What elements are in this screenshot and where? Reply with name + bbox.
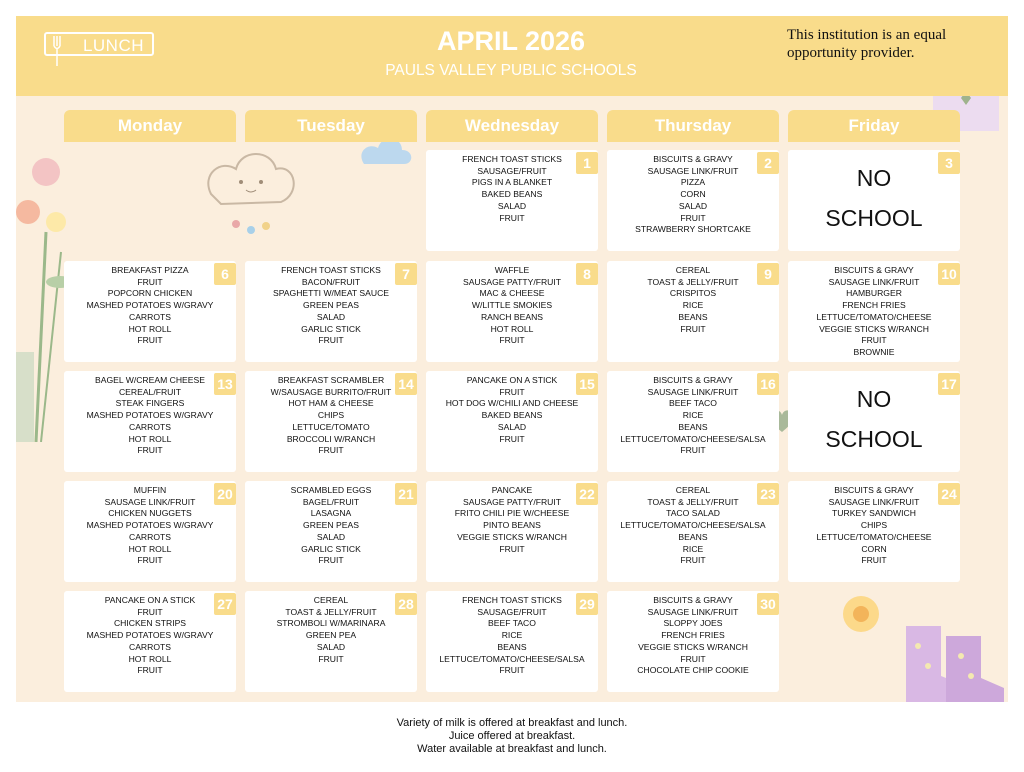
calendar-day-cell bbox=[788, 371, 960, 472]
menu-item: FRUIT bbox=[137, 665, 163, 676]
menu-item: PANCAKE ON A STICK bbox=[104, 595, 196, 605]
menu-item: STRAWBERRY SHORTCAKE bbox=[635, 224, 751, 235]
menu-item: FRUIT bbox=[137, 445, 163, 456]
menu-item: FRENCH FRIES bbox=[842, 300, 906, 311]
menu-item: FRENCH FRIES bbox=[661, 630, 725, 641]
day-number: 24 bbox=[938, 483, 960, 505]
calendar-day-cell bbox=[64, 371, 236, 472]
footer-line: Water available at breakfast and lunch. bbox=[417, 743, 607, 755]
menu-item: RANCH BEANS bbox=[480, 311, 544, 322]
menu-list bbox=[426, 265, 598, 347]
calendar-day-cell bbox=[788, 150, 960, 251]
day-number: 1 bbox=[576, 152, 598, 174]
footer-line: Juice offered at breakfast. bbox=[448, 730, 576, 742]
equal-opportunity-notice: This institution is an equal opportunity provider. bbox=[787, 27, 947, 61]
menu-item: TOAST & JELLY/FRUIT bbox=[647, 496, 739, 507]
day-number: 29 bbox=[576, 593, 598, 615]
calendar-day-cell bbox=[245, 481, 417, 582]
menu-item: SALAD bbox=[497, 200, 527, 211]
menu-item: PIZZA bbox=[680, 177, 706, 188]
menu-list bbox=[607, 265, 779, 335]
calendar-day-cell bbox=[788, 481, 960, 582]
menu-item: SAUSAGE LINK/FRUIT bbox=[647, 606, 739, 617]
day-number: 3 bbox=[938, 152, 960, 174]
menu-item: SALAD bbox=[678, 200, 708, 211]
menu-item: GARLIC STICK bbox=[301, 543, 361, 554]
day-header-friday: Friday bbox=[788, 110, 960, 142]
menu-item: FRUIT bbox=[499, 335, 525, 346]
menu-item: HOT ROLL bbox=[128, 653, 172, 664]
menu-item: BISCUITS & GRAVY bbox=[834, 485, 914, 495]
menu-item: TURKEY SANDWICH bbox=[832, 508, 916, 519]
menu-item: PINTO BEANS bbox=[483, 520, 541, 531]
menu-item: RICE bbox=[501, 630, 523, 641]
calendar-day-cell bbox=[788, 261, 960, 362]
menu-item: PANCAKE ON A STICK bbox=[466, 375, 558, 385]
calendar-day-cell bbox=[64, 261, 236, 362]
menu-item: FRUIT bbox=[680, 445, 706, 456]
menu-item: CHIPS bbox=[317, 410, 345, 421]
menu-item: BEANS bbox=[678, 421, 708, 432]
menu-item: SAUSAGE LINK/FRUIT bbox=[647, 165, 739, 176]
menu-item: FRENCH TOAST STICKS bbox=[462, 595, 562, 605]
menu-item: MUFFIN bbox=[133, 485, 167, 495]
menu-item: SAUSAGE LINK/FRUIT bbox=[828, 276, 920, 287]
menu-list bbox=[245, 265, 417, 347]
menu-item: SALAD bbox=[497, 421, 527, 432]
menu-item: SCRAMBLED EGGS bbox=[290, 485, 372, 495]
menu-list bbox=[607, 154, 779, 236]
menu-item: TACO SALAD bbox=[666, 508, 720, 519]
menu-item: PIGS IN A BLANKET bbox=[471, 177, 553, 188]
menu-item: BISCUITS & GRAVY bbox=[834, 265, 914, 275]
menu-item: FRUIT bbox=[499, 543, 525, 554]
header-banner bbox=[16, 16, 1008, 96]
day-number: 14 bbox=[395, 373, 417, 395]
menu-item: POPCORN CHICKEN bbox=[107, 288, 193, 299]
menu-item: GREEN PEAS bbox=[303, 520, 359, 531]
menu-item: FRUIT bbox=[861, 335, 887, 346]
calendar-day-cell bbox=[607, 371, 779, 472]
menu-item: FRUIT bbox=[137, 555, 163, 566]
menu-item: BEEF TACO bbox=[669, 398, 717, 409]
calendar-day-cell bbox=[607, 261, 779, 362]
day-header-wednesday: Wednesday bbox=[426, 110, 598, 142]
no-school-line: NO bbox=[856, 165, 892, 191]
menu-item: SALAD bbox=[316, 531, 346, 542]
menu-item: CARROTS bbox=[128, 311, 172, 322]
menu-item: CEREAL bbox=[675, 265, 711, 275]
menu-item: RICE bbox=[682, 410, 704, 421]
menu-item: FRUIT bbox=[318, 555, 344, 566]
menu-item: GREEN PEA bbox=[305, 630, 357, 641]
menu-item: CARROTS bbox=[128, 531, 172, 542]
menu-item: BREAKFAST PIZZA bbox=[111, 265, 189, 275]
calendar-day-cell bbox=[426, 481, 598, 582]
menu-list bbox=[64, 595, 236, 677]
menu-item: MASHED POTATOES W/GRAVY bbox=[86, 410, 214, 421]
menu-item: HOT ROLL bbox=[128, 323, 172, 334]
day-number: 27 bbox=[214, 593, 236, 615]
menu-item: SALAD bbox=[316, 641, 346, 652]
menu-list bbox=[426, 485, 598, 555]
menu-item: SAUSAGE LINK/FRUIT bbox=[647, 386, 739, 397]
menu-item: BISCUITS & GRAVY bbox=[653, 595, 733, 605]
menu-item: BAKED BEANS bbox=[481, 189, 543, 200]
menu-item: SLOPPY JOES bbox=[663, 618, 723, 629]
footer-line: Variety of milk is offered at breakfast and lunch. bbox=[396, 717, 628, 729]
page-title: APRIL 2026 bbox=[436, 26, 586, 56]
menu-item: BAGEL/FRUIT bbox=[302, 496, 360, 507]
menu-item: FRUIT bbox=[499, 665, 525, 676]
day-number: 30 bbox=[757, 593, 779, 615]
menu-item: W/SAUSAGE BURRITO/FRUIT bbox=[270, 386, 392, 397]
menu-item: FRITO CHILI PIE W/CHEESE bbox=[454, 508, 570, 519]
menu-item: FRUIT bbox=[680, 212, 706, 223]
menu-item: FRUIT bbox=[680, 653, 706, 664]
day-number: 13 bbox=[214, 373, 236, 395]
menu-item: SPAGHETTI W/MEAT SAUCE bbox=[272, 288, 390, 299]
lunch-badge-label: LUNCH bbox=[82, 36, 144, 55]
calendar-day-cell bbox=[64, 591, 236, 692]
page-subtitle: PAULS VALLEY PUBLIC SCHOOLS bbox=[385, 62, 637, 79]
menu-item: FRUIT bbox=[318, 445, 344, 456]
menu-item: MASHED POTATOES W/GRAVY bbox=[86, 520, 214, 531]
menu-item: BROWNIE bbox=[853, 346, 895, 357]
menu-item: HOT HAM & CHEESE bbox=[288, 398, 374, 409]
lunch-badge bbox=[44, 32, 154, 56]
menu-item: CORN bbox=[861, 543, 887, 554]
menu-item: LASAGNA bbox=[310, 508, 352, 519]
menu-item: LETTUCE/TOMATO/CHEESE bbox=[816, 311, 932, 322]
menu-item: LETTUCE/TOMATO/CHEESE/SALSA bbox=[439, 653, 585, 664]
menu-item: MASHED POTATOES W/GRAVY bbox=[86, 630, 214, 641]
menu-list bbox=[607, 485, 779, 567]
day-number: 23 bbox=[757, 483, 779, 505]
day-number: 22 bbox=[576, 483, 598, 505]
menu-item: BEANS bbox=[678, 311, 708, 322]
menu-item: SAUSAGE PATTY/FRUIT bbox=[462, 496, 562, 507]
menu-item: BAGEL W/CREAM CHEESE bbox=[95, 375, 205, 385]
menu-item: MAC & CHEESE bbox=[479, 288, 545, 299]
calendar-day-cell bbox=[64, 481, 236, 582]
menu-item: VEGGIE STICKS W/RANCH bbox=[638, 641, 748, 652]
menu-item: FRUIT bbox=[499, 212, 525, 223]
menu-item: SAUSAGE LINK/FRUIT bbox=[828, 496, 920, 507]
calendar-day-cell bbox=[426, 261, 598, 362]
menu-item: BEANS bbox=[497, 641, 527, 652]
day-header-thursday: Thursday bbox=[607, 110, 779, 142]
menu-item: CHOCOLATE CHIP COOKIE bbox=[637, 665, 749, 676]
menu-item: PANCAKE bbox=[491, 485, 533, 495]
menu-item: MASHED POTATOES W/GRAVY bbox=[86, 300, 214, 311]
menu-item: STEAK FINGERS bbox=[115, 398, 185, 409]
day-number: 17 bbox=[938, 373, 960, 395]
menu-item: CHICKEN STRIPS bbox=[113, 618, 187, 629]
cloud-doodle bbox=[196, 134, 306, 244]
menu-item: HOT ROLL bbox=[490, 323, 534, 334]
menu-list bbox=[426, 154, 598, 224]
menu-item: CORN bbox=[680, 189, 706, 200]
menu-item: RICE bbox=[682, 300, 704, 311]
menu-item: SAUSAGE/FRUIT bbox=[477, 165, 547, 176]
day-number: 15 bbox=[576, 373, 598, 395]
day-number: 2 bbox=[757, 152, 779, 174]
menu-item: HOT ROLL bbox=[128, 433, 172, 444]
menu-list bbox=[64, 375, 236, 457]
menu-item: SAUSAGE PATTY/FRUIT bbox=[462, 276, 562, 287]
menu-item: HOT DOG W/CHILI AND CHEESE bbox=[445, 398, 579, 409]
day-number: 7 bbox=[395, 263, 417, 285]
menu-item: BEEF TACO bbox=[488, 618, 536, 629]
menu-item: BAKED BEANS bbox=[481, 410, 543, 421]
menu-item: FRUIT bbox=[318, 653, 344, 664]
menu-item: BISCUITS & GRAVY bbox=[653, 154, 733, 164]
menu-list bbox=[426, 375, 598, 445]
menu-item: BREAKFAST SCRAMBLER bbox=[277, 375, 385, 385]
day-number: 6 bbox=[214, 263, 236, 285]
menu-item: W/LITTLE SMOKIES bbox=[471, 300, 553, 311]
menu-item: FRUIT bbox=[137, 606, 163, 617]
menu-item: CARROTS bbox=[128, 641, 172, 652]
day-number: 16 bbox=[757, 373, 779, 395]
day-number: 8 bbox=[576, 263, 598, 285]
menu-item: FRUIT bbox=[137, 276, 163, 287]
menu-item: CHICKEN NUGGETS bbox=[108, 508, 192, 519]
menu-item: CRISPITOS bbox=[669, 288, 717, 299]
menu-item: LETTUCE/TOMATO/CHEESE/SALSA bbox=[620, 433, 766, 444]
menu-item: LETTUCE/TOMATO bbox=[292, 421, 370, 432]
menu-item: BROCCOLI W/RANCH bbox=[286, 433, 376, 444]
rain-boots-illustration bbox=[896, 616, 1008, 702]
calendar-day-cell bbox=[245, 591, 417, 692]
calendar-day-cell bbox=[245, 371, 417, 472]
menu-item: FRUIT bbox=[137, 335, 163, 346]
menu-item: BACON/FRUIT bbox=[301, 276, 361, 287]
menu-item: TOAST & JELLY/FRUIT bbox=[647, 276, 739, 287]
menu-item: FRUIT bbox=[680, 555, 706, 566]
menu-item: WAFFLE bbox=[494, 265, 530, 275]
menu-list bbox=[245, 375, 417, 457]
menu-item: LETTUCE/TOMATO/CHEESE/SALSA bbox=[620, 520, 766, 531]
day-number: 9 bbox=[757, 263, 779, 285]
fork-icon bbox=[52, 36, 66, 66]
day-number: 28 bbox=[395, 593, 417, 615]
no-school-line: SCHOOL bbox=[825, 426, 923, 452]
menu-list bbox=[64, 485, 236, 567]
menu-item: FRENCH TOAST STICKS bbox=[281, 265, 381, 275]
calendar-day-cell bbox=[426, 591, 598, 692]
menu-item: TOAST & JELLY/FRUIT bbox=[285, 606, 377, 617]
menu-item: CEREAL bbox=[313, 595, 349, 605]
sunflower-illustration bbox=[831, 584, 891, 644]
menu-item: RICE bbox=[682, 543, 704, 554]
menu-item: FRUIT bbox=[318, 335, 344, 346]
menu-item: FRUIT bbox=[499, 433, 525, 444]
day-number: 21 bbox=[395, 483, 417, 505]
menu-item: FRUIT bbox=[680, 323, 706, 334]
calendar-day-cell bbox=[607, 481, 779, 582]
menu-item: SAUSAGE LINK/FRUIT bbox=[104, 496, 196, 507]
day-number: 10 bbox=[938, 263, 960, 285]
no-school-line: SCHOOL bbox=[825, 205, 923, 231]
menu-item: GARLIC STICK bbox=[301, 323, 361, 334]
menu-item: HAMBURGER bbox=[846, 288, 902, 299]
menu-item: CEREAL/FRUIT bbox=[118, 386, 182, 397]
menu-item: STROMBOLI W/MARINARA bbox=[276, 618, 386, 629]
menu-item: BEANS bbox=[678, 531, 708, 542]
menu-item: BISCUITS & GRAVY bbox=[653, 375, 733, 385]
menu-item: HOT ROLL bbox=[128, 543, 172, 554]
menu-list bbox=[245, 595, 417, 665]
menu-item: SALAD bbox=[316, 311, 346, 322]
menu-list bbox=[788, 485, 960, 567]
menu-list bbox=[607, 375, 779, 457]
no-school-line: NO bbox=[856, 386, 892, 412]
calendar-day-cell bbox=[245, 261, 417, 362]
menu-list bbox=[607, 595, 779, 677]
day-number: 20 bbox=[214, 483, 236, 505]
no-school-label bbox=[788, 379, 960, 459]
day-header-monday: Monday bbox=[64, 110, 236, 142]
no-school-label bbox=[788, 158, 960, 238]
menu-list bbox=[788, 265, 960, 359]
menu-item: SAUSAGE/FRUIT bbox=[477, 606, 547, 617]
menu-item: FRUIT bbox=[499, 386, 525, 397]
menu-item: FRENCH TOAST STICKS bbox=[462, 154, 562, 164]
calendar-day-cell bbox=[607, 591, 779, 692]
menu-item: VEGGIE STICKS W/RANCH bbox=[457, 531, 567, 542]
menu-list bbox=[245, 485, 417, 567]
menu-item: FRUIT bbox=[861, 555, 887, 566]
calendar-day-cell bbox=[607, 150, 779, 251]
menu-item: LETTUCE/TOMATO/CHEESE bbox=[816, 531, 932, 542]
menu-item: CHIPS bbox=[860, 520, 888, 531]
calendar-day-cell bbox=[426, 150, 598, 251]
footer-notes bbox=[0, 717, 1024, 756]
menu-list bbox=[64, 265, 236, 347]
menu-item: CEREAL bbox=[675, 485, 711, 495]
menu-item: VEGGIE STICKS W/RANCH bbox=[819, 323, 929, 334]
menu-sheet bbox=[16, 16, 1008, 702]
menu-item: GREEN PEAS bbox=[303, 300, 359, 311]
calendar-day-cell bbox=[426, 371, 598, 472]
menu-list bbox=[426, 595, 598, 677]
menu-item: CARROTS bbox=[128, 421, 172, 432]
day-header-tuesday: Tuesday bbox=[245, 110, 417, 142]
